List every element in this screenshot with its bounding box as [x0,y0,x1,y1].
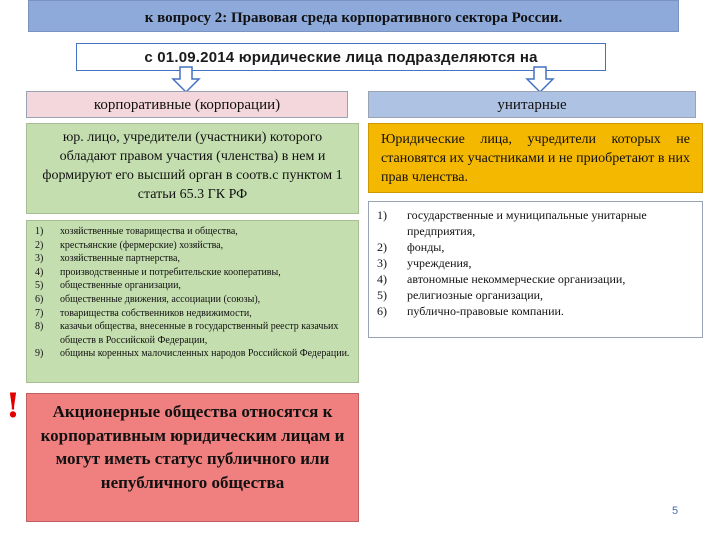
item-number: 3) [377,256,387,270]
unitary-definition: Юридические лица, учредители которых не становятся их участниками и не приобретают в них прав членства. [368,123,703,193]
item-number: 5) [35,280,44,292]
item-number: 2) [35,239,44,251]
item-text: учреждения, [407,256,472,270]
item-text: производственные и потребительские кооперативы, [60,266,281,278]
unitary-list [368,201,703,338]
corporate-list [26,220,359,383]
down-arrow-right-icon [525,66,555,94]
list-item [35,252,352,266]
page-number: 5 [671,505,679,517]
item-text: фонды, [407,240,445,254]
list-item [35,307,352,321]
list-item [35,225,352,239]
item-number: 7) [35,307,44,319]
slide-subtitle: с 01.09.2014 юридические лица подразделяются на [76,43,606,71]
list-item [35,279,352,293]
down-arrow-left-icon [171,66,201,94]
joint-stock-note: Акционерные общества относятся к корпоративным юридическим лицам и могут иметь статус публичного или непубличного общества [26,393,359,522]
item-text: религиозные организации, [407,288,544,302]
item-number: 1) [35,226,44,237]
list-item [35,347,352,361]
item-text: общины коренных малочисленных народов Российской Федерации. [60,348,350,360]
list-item [35,239,352,253]
item-text: автономные некоммерческие организации, [407,272,626,286]
list-item [377,239,696,255]
unitary-heading: унитарные [368,91,696,118]
item-number: 1) [377,208,387,222]
exclamation-icon: ! [5,386,21,426]
item-number: 8) [35,321,44,333]
item-text: крестьянские (фермерские) хозяйства, [60,239,224,251]
item-number: 3) [35,253,44,265]
list-item [377,287,696,303]
list-item [35,293,352,307]
item-number: 4) [35,266,44,278]
list-item [377,255,696,271]
item-text: хозяйственные партнерства, [60,253,180,265]
item-text: государственные и муниципальные унитарные предприятия, [407,208,647,238]
item-number: 2) [377,240,387,254]
list-item [377,207,696,239]
list-item [35,320,352,347]
list-item [377,271,696,287]
item-text: общественные движения, ассоциации (союзы), [60,293,261,305]
item-number: 4) [377,272,387,286]
list-item [35,266,352,280]
item-text: казачьи общества, внесенные в государственный реестр казачьих обществ в Российской Федерации, [60,321,339,346]
item-number: 6) [35,293,44,305]
item-text: товарищества собственников недвижимости, [60,307,252,319]
item-text: общественные организации, [60,280,181,292]
slide-title: к вопросу 2: Правовая среда корпоративного сектора России. [28,0,679,32]
item-text: хозяйственные товарищества и общества, [60,226,238,237]
list-item [377,303,696,319]
corporate-heading: корпоративные (корпорации) [26,91,348,118]
item-text: публично-правовые компании. [407,304,564,318]
item-number: 9) [35,348,44,360]
item-number: 6) [377,304,387,318]
corporate-definition: юр. лицо, учредители (участники) которого обладают правом участия (членства) в нем и формируют его высший орган в соотв.с пунктом 1 статьи 65.3 ГК РФ [26,123,359,214]
item-number: 5) [377,288,387,302]
